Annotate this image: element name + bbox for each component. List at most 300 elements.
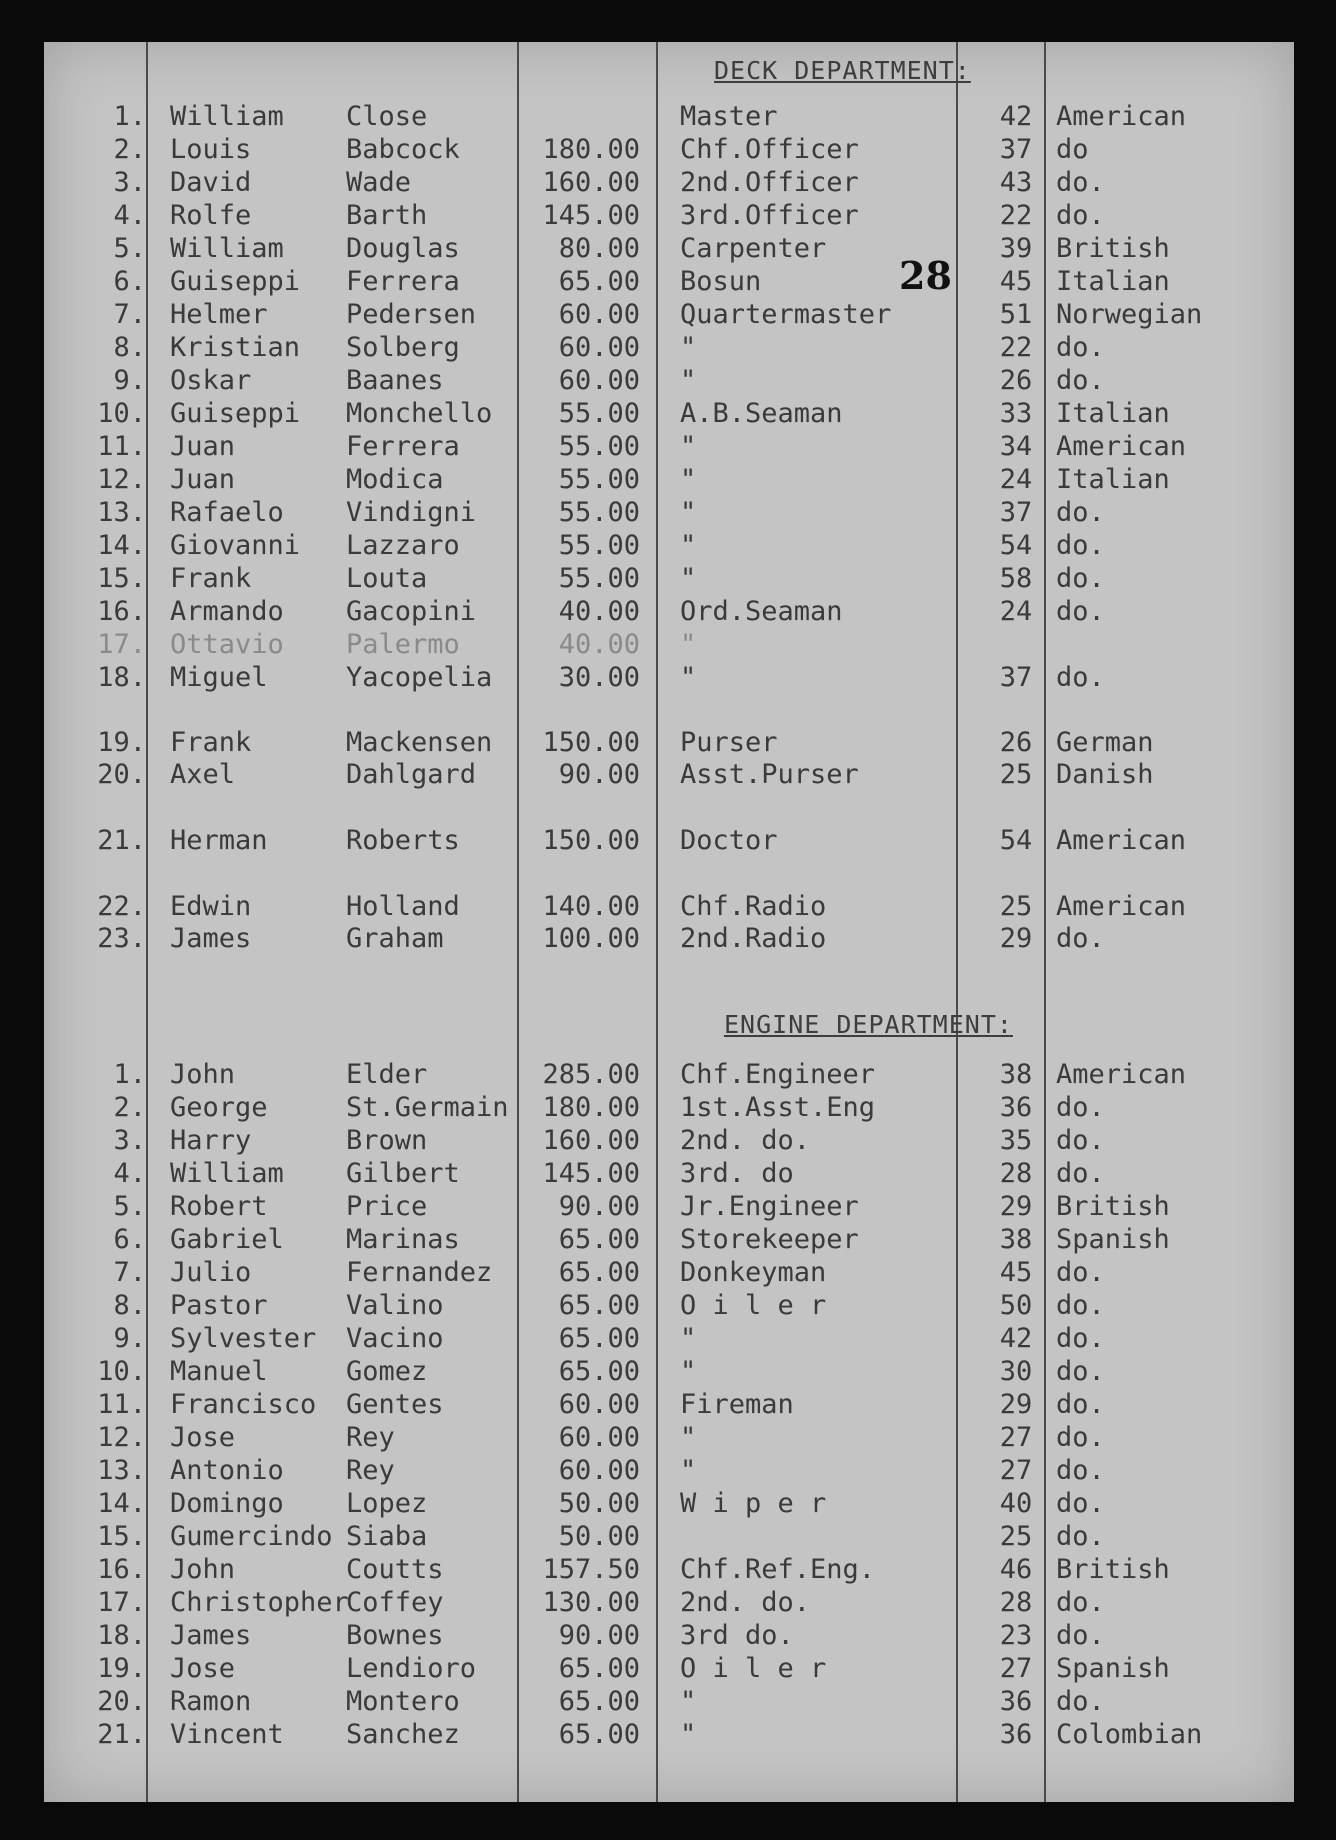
table-row <box>44 1190 1294 1223</box>
row-number: 16. <box>97 1554 146 1585</box>
table-row <box>44 463 1294 496</box>
nationality: do. <box>1056 1587 1105 1618</box>
row-number: 5. <box>113 1191 146 1222</box>
rating: Chf.Engineer <box>680 1059 876 1090</box>
age: 28 <box>999 1158 1033 1189</box>
rating: " <box>680 431 697 462</box>
nationality: do. <box>1056 1125 1105 1156</box>
nationality: do. <box>1056 1389 1105 1420</box>
age: 24 <box>999 596 1033 627</box>
first-name: Antonio <box>170 1455 284 1486</box>
wage: 160.00 <box>542 1125 640 1156</box>
wage: 55.00 <box>558 398 640 429</box>
row-number: 21. <box>97 1719 146 1750</box>
age: 37 <box>999 134 1033 165</box>
rating: A.B.Seaman <box>680 398 843 429</box>
wage: 60.00 <box>558 332 640 363</box>
first-name: George <box>170 1092 268 1123</box>
table-row <box>44 364 1294 397</box>
last-name: Palermo <box>346 629 460 660</box>
wage: 130.00 <box>542 1587 640 1618</box>
age: 36 <box>999 1092 1033 1123</box>
age: 43 <box>999 167 1033 198</box>
last-name: Gilbert <box>346 1158 460 1189</box>
first-name: Guiseppi <box>170 398 301 429</box>
rating: 2nd. do. <box>680 1125 811 1156</box>
last-name: Babcock <box>346 134 460 165</box>
last-name: Fernandez <box>346 1257 493 1288</box>
row-number: 13. <box>97 1455 146 1486</box>
last-name: Ferrera <box>346 431 460 462</box>
last-name: Ferrera <box>346 266 460 297</box>
last-name: St.Germain <box>346 1092 509 1123</box>
table-row <box>44 661 1294 694</box>
age: 30 <box>999 1356 1033 1387</box>
wage: 55.00 <box>558 497 640 528</box>
last-name: Price <box>346 1191 428 1222</box>
first-name: Armando <box>170 596 284 627</box>
nationality: Norwegian <box>1056 299 1203 330</box>
wage: 80.00 <box>558 233 640 264</box>
table-row <box>44 1223 1294 1256</box>
row-number: 12. <box>97 464 146 495</box>
first-name: James <box>170 1620 252 1651</box>
row-number: 16. <box>97 596 146 627</box>
age: 23 <box>999 1620 1033 1651</box>
first-name: Rolfe <box>170 200 252 231</box>
age: 51 <box>999 299 1033 330</box>
wage: 60.00 <box>558 1455 640 1486</box>
engine-department-heading: ENGINE DEPARTMENT: <box>724 1010 1013 1039</box>
table-row <box>44 1388 1294 1421</box>
wage: 40.00 <box>558 629 640 660</box>
first-name: Julio <box>170 1257 252 1288</box>
first-name: Kristian <box>170 332 301 363</box>
nationality: do. <box>1056 1686 1105 1717</box>
table-row <box>44 1124 1294 1157</box>
rating: 3rd. do <box>680 1158 794 1189</box>
rating: Storekeeper <box>680 1224 859 1255</box>
wage: 65.00 <box>558 1653 640 1684</box>
first-name: John <box>170 1554 236 1585</box>
row-number: 19. <box>97 1653 146 1684</box>
first-name: Christopher <box>170 1587 349 1618</box>
wage: 60.00 <box>558 1389 640 1420</box>
row-number: 4. <box>113 1158 146 1189</box>
nationality: Colombian <box>1056 1719 1203 1750</box>
wage: 150.00 <box>542 727 640 758</box>
row-number: 3. <box>113 1125 146 1156</box>
rating: Donkeyman <box>680 1257 827 1288</box>
wage: 100.00 <box>542 923 640 954</box>
first-name: Rafaelo <box>170 497 284 528</box>
wage: 180.00 <box>542 1092 640 1123</box>
first-name: Vincent <box>170 1719 284 1750</box>
nationality: American <box>1056 431 1187 462</box>
rating: 3rd.Officer <box>680 200 859 231</box>
rating: Master <box>680 101 778 132</box>
rating: Chf.Officer <box>680 134 859 165</box>
table-row <box>44 397 1294 430</box>
row-number: 19. <box>97 727 146 758</box>
age: 50 <box>999 1290 1033 1321</box>
table-row <box>44 1091 1294 1124</box>
table-row <box>44 1520 1294 1553</box>
wage: 60.00 <box>558 365 640 396</box>
rating: Chf.Ref.Eng. <box>680 1554 876 1585</box>
wage: 30.00 <box>558 662 640 693</box>
last-name: Rey <box>346 1422 395 1453</box>
first-name: James <box>170 923 252 954</box>
first-name: Pastor <box>170 1290 268 1321</box>
nationality: do <box>1056 134 1089 165</box>
table-row <box>44 298 1294 331</box>
wage: 90.00 <box>558 759 640 790</box>
rating: Chf.Radio <box>680 891 827 922</box>
rating: Purser <box>680 727 778 758</box>
table-row <box>44 628 1294 661</box>
first-name: William <box>170 233 284 264</box>
age: 46 <box>999 1554 1033 1585</box>
table-row <box>44 1289 1294 1322</box>
age: 29 <box>999 1389 1033 1420</box>
row-number: 22. <box>97 891 146 922</box>
row-number: 23. <box>97 923 146 954</box>
rating: Ord.Seaman <box>680 596 843 627</box>
age: 37 <box>999 497 1033 528</box>
first-name: Sylvester <box>170 1323 317 1354</box>
age: 54 <box>999 825 1033 856</box>
rating: " <box>680 332 697 363</box>
last-name: Graham <box>346 923 444 954</box>
first-name: John <box>170 1059 236 1090</box>
rating: O i l e r <box>680 1290 827 1321</box>
table-row <box>44 824 1294 857</box>
first-name: Giovanni <box>170 530 301 561</box>
wage: 160.00 <box>542 167 640 198</box>
nationality: do. <box>1056 1455 1105 1486</box>
nationality: do. <box>1056 497 1105 528</box>
first-name: Gabriel <box>170 1224 284 1255</box>
row-number: 3. <box>113 167 146 198</box>
nationality: do. <box>1056 662 1105 693</box>
table-row <box>44 595 1294 628</box>
wage: 145.00 <box>542 200 640 231</box>
wage: 145.00 <box>542 1158 640 1189</box>
first-name: Jose <box>170 1653 236 1684</box>
first-name: Herman <box>170 825 268 856</box>
rating: " <box>680 629 697 660</box>
table-row <box>44 1685 1294 1718</box>
age: 25 <box>999 891 1033 922</box>
first-name: Louis <box>170 134 252 165</box>
first-name: Frank <box>170 727 252 758</box>
row-number: 6. <box>113 266 146 297</box>
row-number: 13. <box>97 497 146 528</box>
rating: " <box>680 563 697 594</box>
row-number: 14. <box>97 530 146 561</box>
row-number: 12. <box>97 1422 146 1453</box>
first-name: William <box>170 1158 284 1189</box>
rating: O i l e r <box>680 1653 827 1684</box>
wage: 285.00 <box>542 1059 640 1090</box>
rating: W i p e r <box>680 1488 827 1519</box>
nationality: do. <box>1056 167 1105 198</box>
first-name: Frank <box>170 563 252 594</box>
rating: " <box>680 464 697 495</box>
age: 45 <box>999 266 1033 297</box>
table-row <box>44 529 1294 562</box>
rating: Bosun <box>680 266 762 297</box>
table-row <box>44 1454 1294 1487</box>
wage: 180.00 <box>542 134 640 165</box>
rating: Asst.Purser <box>680 759 859 790</box>
last-name: Mackensen <box>346 727 493 758</box>
row-number: 2. <box>113 1092 146 1123</box>
first-name: Ottavio <box>170 629 284 660</box>
first-name: Juan <box>170 431 236 462</box>
age: 26 <box>999 365 1033 396</box>
wage: 90.00 <box>558 1620 640 1651</box>
age: 26 <box>999 727 1033 758</box>
first-name: Oskar <box>170 365 252 396</box>
table-row <box>44 133 1294 166</box>
age: 22 <box>999 332 1033 363</box>
table-row <box>44 890 1294 923</box>
table-row <box>44 166 1294 199</box>
nationality: American <box>1056 1059 1187 1090</box>
wage: 150.00 <box>542 825 640 856</box>
table-row <box>44 496 1294 529</box>
rating: " <box>680 365 697 396</box>
first-name: Jose <box>170 1422 236 1453</box>
last-name: Valino <box>346 1290 444 1321</box>
last-name: Wade <box>346 167 412 198</box>
last-name: Gomez <box>346 1356 428 1387</box>
nationality: do. <box>1056 1521 1105 1552</box>
age: 35 <box>999 1125 1033 1156</box>
nationality: do. <box>1056 1620 1105 1651</box>
nationality: do. <box>1056 1356 1105 1387</box>
row-number: 18. <box>97 1620 146 1651</box>
table-row <box>44 1355 1294 1388</box>
last-name: Montero <box>346 1686 460 1717</box>
first-name: Francisco <box>170 1389 317 1420</box>
last-name: Coffey <box>346 1587 444 1618</box>
table-row <box>44 562 1294 595</box>
age: 28 <box>999 1587 1033 1618</box>
rating: Doctor <box>680 825 778 856</box>
age: 33 <box>999 398 1033 429</box>
table-row <box>44 331 1294 364</box>
last-name: Lazzaro <box>346 530 460 561</box>
nationality: do. <box>1056 1092 1105 1123</box>
first-name: Edwin <box>170 891 252 922</box>
rating: 3rd do. <box>680 1620 794 1651</box>
last-name: Coutts <box>346 1554 444 1585</box>
row-number: 15. <box>97 563 146 594</box>
first-name: Guiseppi <box>170 266 301 297</box>
nationality: do. <box>1056 365 1105 396</box>
rating: " <box>680 1422 697 1453</box>
table-row <box>44 1586 1294 1619</box>
table-row <box>44 1256 1294 1289</box>
last-name: Vacino <box>346 1323 444 1354</box>
last-name: Bownes <box>346 1620 444 1651</box>
row-number: 10. <box>97 1356 146 1387</box>
last-name: Louta <box>346 563 428 594</box>
wage: 60.00 <box>558 1422 640 1453</box>
wage: 55.00 <box>558 530 640 561</box>
age: 42 <box>999 101 1033 132</box>
age: 29 <box>999 1191 1033 1222</box>
row-number: 7. <box>113 299 146 330</box>
last-name: Solberg <box>346 332 460 363</box>
nationality: do. <box>1056 1257 1105 1288</box>
rating: 1st.Asst.Eng <box>680 1092 876 1123</box>
wage: 55.00 <box>558 431 640 462</box>
row-number: 11. <box>97 1389 146 1420</box>
deck-department-heading: DECK DEPARTMENT: <box>714 56 971 85</box>
rating: Fireman <box>680 1389 794 1420</box>
last-name: Sanchez <box>346 1719 460 1750</box>
first-name: Gumercindo <box>170 1521 333 1552</box>
nationality: do. <box>1056 1323 1105 1354</box>
last-name: Siaba <box>346 1521 428 1552</box>
nationality: do. <box>1056 923 1105 954</box>
last-name: Yacopelia <box>346 662 493 693</box>
rating: Jr.Engineer <box>680 1191 859 1222</box>
last-name: Elder <box>346 1059 428 1090</box>
first-name: Domingo <box>170 1488 284 1519</box>
age: 36 <box>999 1686 1033 1717</box>
wage: 65.00 <box>558 1686 640 1717</box>
first-name: Ramon <box>170 1686 252 1717</box>
rating: " <box>680 497 697 528</box>
last-name: Dahlgard <box>346 759 477 790</box>
nationality: Italian <box>1056 266 1170 297</box>
first-name: William <box>170 101 284 132</box>
page-number-stamp: 28 <box>899 253 952 298</box>
wage: 60.00 <box>558 299 640 330</box>
wage: 65.00 <box>558 1290 640 1321</box>
first-name: Miguel <box>170 662 268 693</box>
crew-list-page <box>44 42 1294 1802</box>
last-name: Lopez <box>346 1488 428 1519</box>
last-name: Marinas <box>346 1224 460 1255</box>
table-row <box>44 1322 1294 1355</box>
nationality: do. <box>1056 200 1105 231</box>
table-row <box>44 1553 1294 1586</box>
rating: " <box>680 1686 697 1717</box>
wage: 55.00 <box>558 563 640 594</box>
age: 34 <box>999 431 1033 462</box>
table-row <box>44 232 1294 265</box>
last-name: Vindigni <box>346 497 477 528</box>
rating: 2nd.Officer <box>680 167 859 198</box>
nationality: do. <box>1056 1290 1105 1321</box>
nationality: do. <box>1056 1158 1105 1189</box>
wage: 50.00 <box>558 1521 640 1552</box>
wage: 140.00 <box>542 891 640 922</box>
last-name: Lendioro <box>346 1653 477 1684</box>
first-name: Axel <box>170 759 236 790</box>
wage: 157.50 <box>542 1554 640 1585</box>
row-number: 6. <box>113 1224 146 1255</box>
table-row <box>44 1487 1294 1520</box>
nationality: Spanish <box>1056 1653 1170 1684</box>
last-name: Roberts <box>346 825 460 856</box>
rating: " <box>680 1719 697 1750</box>
row-number: 10. <box>97 398 146 429</box>
last-name: Gentes <box>346 1389 444 1420</box>
row-number: 4. <box>113 200 146 231</box>
first-name: Helmer <box>170 299 268 330</box>
nationality: British <box>1056 233 1170 264</box>
table-row <box>44 100 1294 133</box>
first-name: Robert <box>170 1191 268 1222</box>
age: 36 <box>999 1719 1033 1750</box>
rating: " <box>680 1323 697 1354</box>
table-row <box>44 1718 1294 1751</box>
nationality: do. <box>1056 563 1105 594</box>
nationality: do. <box>1056 530 1105 561</box>
nationality: do. <box>1056 596 1105 627</box>
wage: 40.00 <box>558 596 640 627</box>
last-name: Barth <box>346 200 428 231</box>
nationality: do. <box>1056 1488 1105 1519</box>
table-row <box>44 265 1294 298</box>
wage: 65.00 <box>558 266 640 297</box>
row-number: 17. <box>97 629 146 660</box>
last-name: Gacopini <box>346 596 477 627</box>
row-number: 9. <box>113 365 146 396</box>
wage: 65.00 <box>558 1224 640 1255</box>
wage: 65.00 <box>558 1323 640 1354</box>
nationality: American <box>1056 825 1187 856</box>
nationality: British <box>1056 1191 1170 1222</box>
rating: 2nd.Radio <box>680 923 827 954</box>
last-name: Pedersen <box>346 299 477 330</box>
age: 38 <box>999 1059 1033 1090</box>
first-name: David <box>170 167 252 198</box>
row-number: 15. <box>97 1521 146 1552</box>
table-row <box>44 726 1294 759</box>
row-number: 11. <box>97 431 146 462</box>
row-number: 1. <box>113 101 146 132</box>
nationality: Italian <box>1056 464 1170 495</box>
row-number: 18. <box>97 662 146 693</box>
first-name: Harry <box>170 1125 252 1156</box>
age: 24 <box>999 464 1033 495</box>
nationality: American <box>1056 891 1187 922</box>
row-number: 17. <box>97 1587 146 1618</box>
table-row <box>44 1157 1294 1190</box>
last-name: Douglas <box>346 233 460 264</box>
nationality: Italian <box>1056 398 1170 429</box>
table-row <box>44 1421 1294 1454</box>
wage: 65.00 <box>558 1356 640 1387</box>
row-number: 8. <box>113 1290 146 1321</box>
row-number: 20. <box>97 759 146 790</box>
age: 27 <box>999 1653 1033 1684</box>
row-number: 7. <box>113 1257 146 1288</box>
age: 29 <box>999 923 1033 954</box>
table-row <box>44 922 1294 955</box>
age: 27 <box>999 1422 1033 1453</box>
age: 38 <box>999 1224 1033 1255</box>
table-row <box>44 1619 1294 1652</box>
